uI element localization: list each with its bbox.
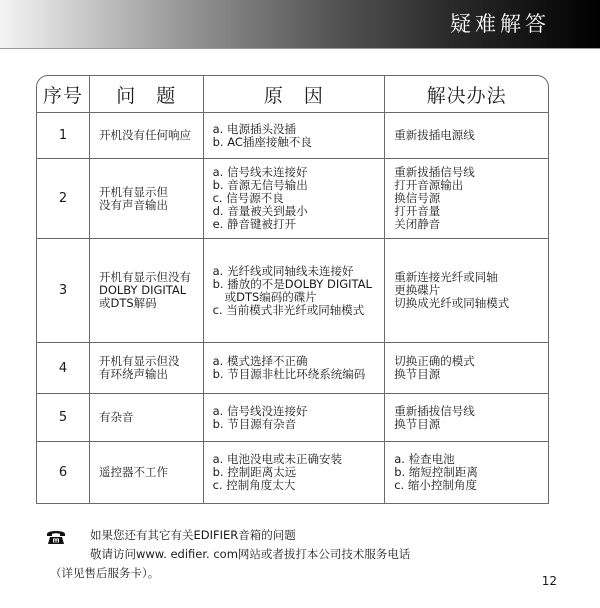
solution-line: 重新拔插信号线 <box>394 165 475 179</box>
solution-line: 切换成光纤或同轴模式 <box>394 296 510 310</box>
problem-line: 有环绕声输出 <box>98 367 168 381</box>
cause-line: e. 静音键被打开 <box>212 217 296 231</box>
page-number: 12 <box>541 574 557 588</box>
solution-cell <box>385 113 549 159</box>
table-row <box>36 159 549 239</box>
problem-cell <box>90 113 204 159</box>
cause-line: b. 节目源有杂音 <box>212 416 297 431</box>
column-header-cause: 原 因 <box>204 75 386 113</box>
cause-line: b. 节目源非杜比环绕系统编码 <box>212 367 366 381</box>
solution-cell <box>385 442 549 504</box>
support-note-line-3: （详见售后服务卡）。 <box>50 566 160 580</box>
table-row <box>36 239 549 343</box>
problem-cell <box>90 159 204 239</box>
column-header-number: 序号 <box>36 75 90 113</box>
table-row <box>36 442 549 504</box>
problem-line: 开机有显示但没有 <box>98 270 191 284</box>
cause-line: b. AC插座接触不良 <box>212 134 312 149</box>
problem-cell <box>90 394 204 442</box>
solution-line: 切换正确的模式 <box>394 354 475 368</box>
solution-line: 打开音源输出 <box>394 178 464 192</box>
support-note-line-2: 敬请访问www. edifier. com网站或者拔打本公司技术服务电话 <box>90 547 411 561</box>
table-body <box>36 113 549 504</box>
cause-cell <box>204 113 386 159</box>
solution-line: 重新连接光纤或同轴 <box>394 270 498 284</box>
solution-line: 打开音量 <box>394 204 441 218</box>
solution-line: b. 缩短控制距离 <box>394 465 478 479</box>
solution-line: c. 缩小控制角度 <box>394 478 477 492</box>
solution-line: a. 检查电池 <box>394 452 455 466</box>
cause-line: c. 控制角度太大 <box>212 478 296 492</box>
row-number: 5 <box>36 394 90 442</box>
solution-cell <box>385 159 549 239</box>
table-row <box>36 394 549 442</box>
cause-cell <box>204 442 386 504</box>
cause-cell <box>204 239 386 343</box>
problem-line: 开机有显示但没 <box>98 354 180 368</box>
problem-line: 遥控器不工作 <box>98 465 168 479</box>
troubleshooting-table <box>36 75 549 504</box>
solution-line: 换节目源 <box>394 367 441 381</box>
column-header-problem: 问 题 <box>90 75 204 113</box>
row-number: 2 <box>36 159 90 239</box>
solution-cell <box>385 343 549 394</box>
table-header-row <box>36 75 549 113</box>
cause-line: b. 音源无信号输出 <box>212 178 308 192</box>
column-header-solution: 解决办法 <box>385 75 549 113</box>
problem-cell <box>90 239 204 343</box>
cause-line: d. 音量被关到最小 <box>212 204 308 218</box>
problem-cell <box>90 343 204 394</box>
problem-line: 开机没有任何响应 <box>98 128 191 142</box>
solution-line: 关闭静音 <box>394 217 441 231</box>
solution-line: 换节目源 <box>394 416 441 431</box>
problem-line: 开机有显示但 <box>98 184 168 199</box>
problem-cell <box>90 442 204 504</box>
solution-line: 重新拔插电源线 <box>394 128 475 142</box>
problem-line: 或DTS解码 <box>98 296 157 310</box>
cause-line: c. 当前模式非光纤或同轴模式 <box>212 302 365 317</box>
support-note-line-1: 如果您还有其它有关EDIFIER音箱的问题 <box>90 528 296 542</box>
row-number: 6 <box>36 442 90 504</box>
row-number: 4 <box>36 343 90 394</box>
cause-line: a. 电源插头没插 <box>212 121 296 136</box>
problem-line: 没有声音输出 <box>98 197 168 212</box>
cause-cell <box>204 343 386 394</box>
solution-line: 更换碟片 <box>394 283 441 297</box>
cause-cell <box>204 394 386 442</box>
problem-line: DOLBY DIGITAL <box>98 283 187 297</box>
row-number: 1 <box>36 113 90 159</box>
cause-line: a. 信号线未连接好 <box>212 165 308 179</box>
cause-line: b. 播放的不是DOLBY DIGITAL <box>212 276 372 291</box>
problem-line: 有杂音 <box>98 410 134 424</box>
cause-line: a. 模式选择不正确 <box>212 354 308 368</box>
header-band <box>0 0 600 49</box>
cause-line: a. 电池没电或未正确安装 <box>212 452 342 466</box>
table-row <box>36 343 549 394</box>
cause-line: a. 信号线没连接好 <box>212 403 308 418</box>
row-number: 3 <box>36 239 90 343</box>
cause-line: b. 控制距离太远 <box>212 465 297 479</box>
solution-cell <box>385 394 549 442</box>
solution-cell <box>385 239 549 343</box>
cause-line: 或DTS编码的碟片 <box>224 289 317 304</box>
cause-line: a. 光纤线或同轴线未连接好 <box>212 263 354 278</box>
cause-cell <box>204 159 386 239</box>
solution-line: 换信号源 <box>394 191 441 205</box>
solution-line: 重新插拔信号线 <box>394 403 475 418</box>
cause-line: c. 信号源不良 <box>212 191 284 205</box>
table-row <box>36 113 549 159</box>
page-title: 疑难解答 <box>450 12 550 36</box>
telephone-icon <box>46 529 66 545</box>
